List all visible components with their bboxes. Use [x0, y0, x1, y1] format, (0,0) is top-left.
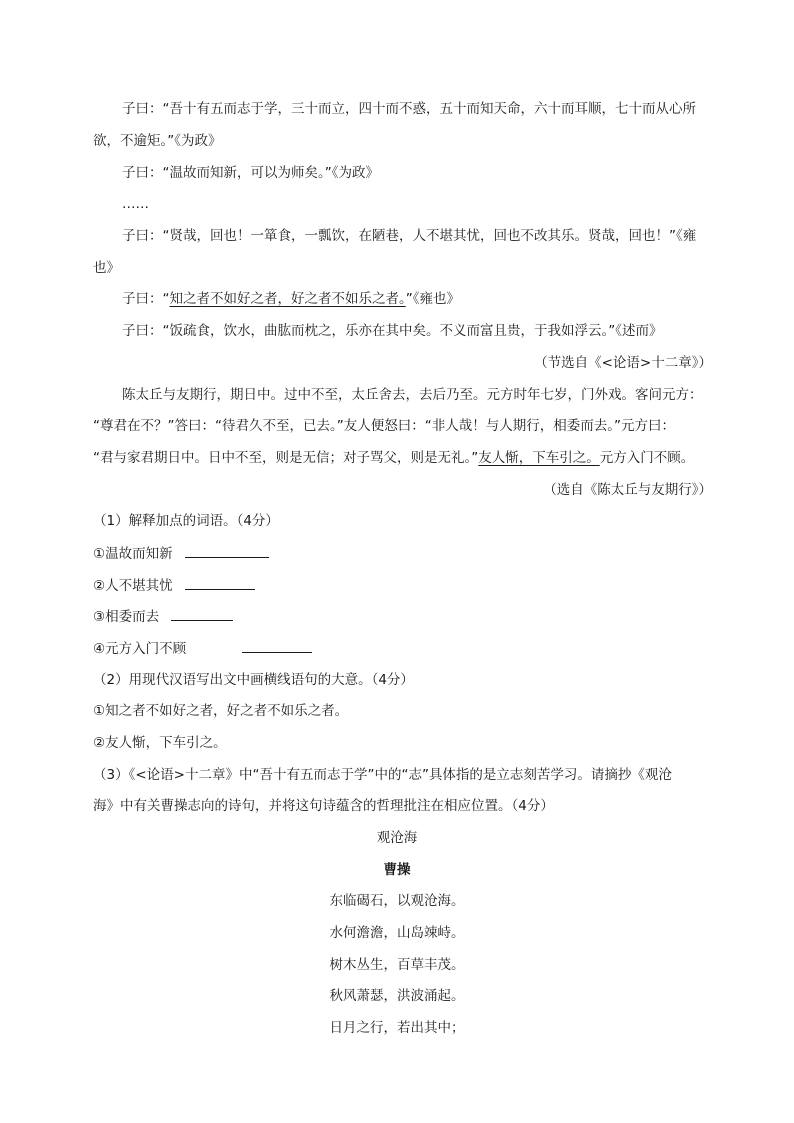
question-title: （2）用现代汉语写出文中画横线语句的大意。（4分）: [93, 672, 414, 688]
poem-author: 曹操: [383, 862, 411, 878]
underlined-sentence: 友人惭，下车引之。: [478, 450, 600, 466]
answer-blank[interactable]: [171, 606, 233, 621]
poem-line: 树木丛生，百草丰茂。: [329, 957, 465, 973]
question-title: （1）解释加点的词语。（4分）: [93, 513, 279, 529]
item-text: ④元方入门不顾: [93, 641, 187, 657]
underlined-sentence: 知之者不如好之者，好之者不如乐之者。: [169, 291, 406, 307]
poem-line: 日月之行，若出其中；: [329, 1020, 465, 1036]
question-item: [93, 638, 312, 659]
poem-title: 观沧海: [376, 830, 418, 846]
poem-line: 秋风萧瑟，洪波涌起。: [329, 988, 465, 1004]
question-item: [93, 543, 269, 564]
answer-blank[interactable]: [242, 638, 312, 653]
passage-line: 欲，不逾矩。”《为政》: [93, 133, 222, 149]
answer-blank[interactable]: [185, 575, 255, 590]
item-text: ②人不堪其忧: [93, 578, 173, 594]
ellipsis: ……: [122, 196, 149, 212]
poem-line: 东临碣石，以观沧海。: [329, 893, 465, 909]
passage-line: [122, 289, 460, 309]
answer-blank[interactable]: [185, 543, 269, 558]
passage-line: 陈太丘与友期行，期日中。过中不至，太丘舍去，去后乃至。元方时年七岁，门外戏。客问元方：: [122, 387, 703, 403]
passage-line: 子曰：“饭疏食，饮水，曲肱而枕之，乐亦在其中矣。不义而富且贵，于我如浮云。”《述而》: [122, 323, 663, 339]
passage-text: 子曰：“: [122, 291, 170, 307]
passage-line: [93, 448, 694, 468]
question-title: （3）《<论语>十二章》中“吾十有五而志于学”中的“志”具体指的是立志刻苦学习。请摘抄《观沧: [93, 767, 672, 783]
question-title: 海》中有关曹操志向的诗句，并将这句诗蕴含的哲理批注在相应位置。（4分）: [93, 798, 554, 814]
passage-line: 子曰：“温故而知新，可以为师矣。”《为政》: [122, 165, 379, 181]
passage-line: “尊君在不？”答曰：“待君久不至，已去。”友人便怒曰：“非人哉！与人期行，相委而去。”元方曰：: [93, 418, 675, 434]
question-item: [93, 575, 255, 596]
passage-line: 子曰：“贤哉，回也！一箪食，一瓢饮，在陋巷，人不堪其忧，回也不改其乐。贤哉，回也！”《雍: [122, 228, 697, 244]
poem-line: 水何澹澹，山岛竦峙。: [329, 925, 465, 941]
passage-text: ”《雍也》: [405, 291, 460, 307]
source-note: （节选自《<论语>十二章》）: [534, 355, 712, 371]
item-text: ③相委而去: [93, 609, 160, 625]
passage-line: 也》: [93, 260, 120, 276]
passage-text: “君与家君期日中。日中不至，则是无信；对子骂父，则是无礼。”: [93, 450, 479, 466]
source-note: （选自《陈太丘与友期行》）: [543, 482, 712, 498]
question-item: [93, 606, 233, 627]
question-item: ①知之者不如好之者，好之者不如乐之者。: [93, 703, 349, 719]
passage-line: 子曰：“吾十有五而志于学，三十而立，四十而不惑，五十而知天命，六十而耳顺，七十而从心所: [122, 101, 696, 117]
question-item: ②友人惭，下车引之。: [93, 735, 227, 751]
passage-text: 元方入门不顾。: [599, 450, 695, 466]
item-text: ①温故而知新: [93, 546, 173, 562]
